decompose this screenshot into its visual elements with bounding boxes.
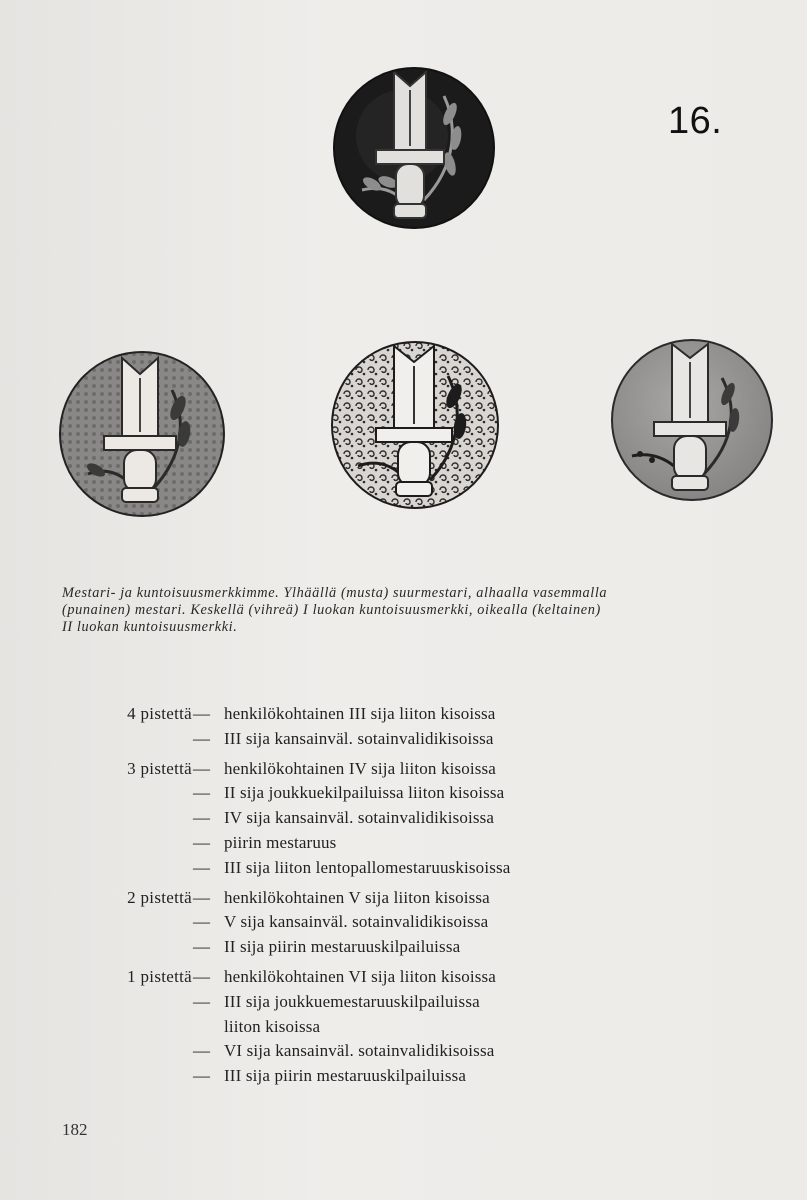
points-item: henkilökohtainen V sija liiton kisoissa [224,887,490,907]
points-row [0,759,807,784]
dash: — [193,991,210,1011]
figure-caption [62,585,766,636]
points-row [0,858,807,883]
points-row [0,1017,807,1042]
points-label: 2 pistettä [127,887,192,907]
points-item: III sija kansainväl. sotainvalidikisoissa [224,728,494,748]
dash: — [193,966,210,986]
caption-line: (punainen) mestari. Keskellä (vihreä) I luokan kuntoisuusmerkki, oikealla (keltainen) [62,602,601,618]
badge-right-yellow [610,338,774,502]
points-item: henkilökohtainen VI sija liiton kisoissa [224,966,496,986]
points-item: II sija joukkuekilpailuissa liiton kisoissa [224,783,505,803]
dagger-laurel-icon [610,338,774,502]
caption-line: II luokan kuntoisuusmerkki. [62,619,238,635]
points-item: VI sija kansainväl. sotainvalidikisoissa [224,1041,495,1061]
points-item-continuation: liiton kisoissa [224,1016,321,1036]
points-label: 3 pistettä [127,758,192,778]
points-table [0,704,807,1096]
points-row [0,729,807,754]
points-item: III sija piirin mestaruuskilpailuissa [224,1066,467,1086]
points-label: 1 pistettä [127,966,192,986]
dash: — [193,937,210,957]
points-group [0,759,807,883]
dash: — [193,887,210,907]
points-item: henkilökohtainen IV sija liiton kisoissa [224,758,496,778]
caption-line: Mestari- ja kuntoisuusmerkkimme. Ylhäällä (musta) suurmestari, alhaalla vasemmalla [62,585,608,601]
page-number: 182 [62,1120,88,1139]
points-row [0,704,807,729]
dash: — [193,857,210,877]
points-group [0,888,807,962]
dagger-laurel-icon [330,340,500,510]
points-item: IV sija kansainväl. sotainvalidikisoissa [224,808,495,828]
points-row [0,783,807,808]
points-row [0,833,807,858]
points-row [0,937,807,962]
dash: — [193,783,210,803]
badge-top-black [332,66,496,230]
points-row [0,1041,807,1066]
points-item: III sija joukkuemestaruuskilpailuissa [224,991,480,1011]
points-row [0,1066,807,1091]
points-group [0,704,807,754]
dagger-laurel-icon [332,66,496,230]
dash: — [193,758,210,778]
points-row [0,992,807,1017]
dash: — [193,808,210,828]
dash: — [193,728,210,748]
badge-middle-green [330,340,500,510]
points-row [0,912,807,937]
points-item: III sija liiton lentopallomestaruuskisoissa [224,857,511,877]
points-row [0,808,807,833]
points-label: 4 pistettä [127,704,192,723]
points-group [0,967,807,1091]
points-row [0,888,807,913]
points-row [0,967,807,992]
badge-left-red [58,350,226,518]
dash: — [193,832,210,852]
points-item: II sija piirin mestaruuskilpailuissa [224,937,461,957]
sheet-number: 16. [668,100,723,142]
points-item: henkilökohtainen III sija liiton kisoissa [224,704,496,723]
dash: — [193,1041,210,1061]
dash: — [193,1066,210,1086]
points-item: V sija kansainväl. sotainvalidikisoissa [224,912,489,932]
dash: — [193,912,210,932]
dagger-laurel-icon [58,350,226,518]
points-item: piirin mestaruus [224,832,337,852]
dash: — [193,704,210,723]
